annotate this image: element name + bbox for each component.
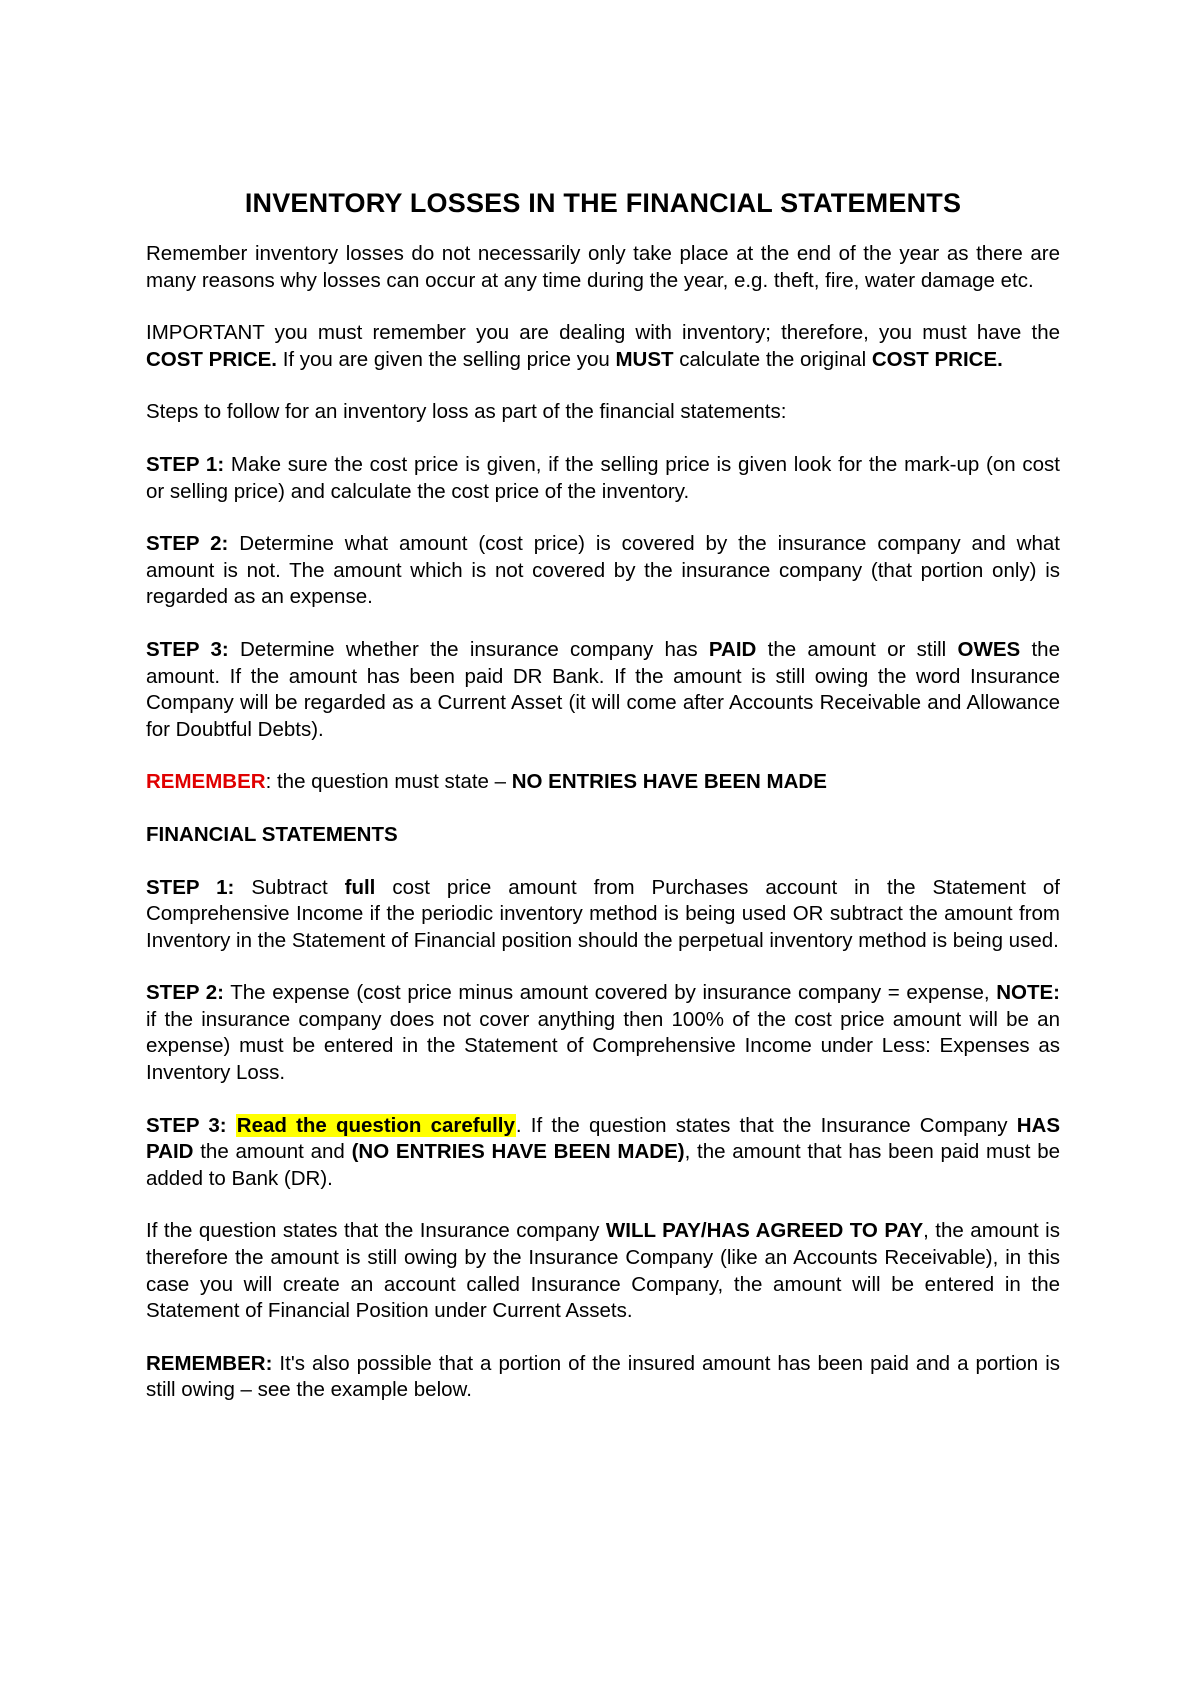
step2-text: Determine what amount (cost price) is covered by the insurance company and what amount is not. The amount which is not covered by the insurance company (that portion only) is regarded as an expense. (146, 532, 1060, 609)
fs-step3-paragraph (146, 1113, 1060, 1193)
fs-step3-highlight: Read the question carefully (236, 1113, 515, 1137)
will-pay-paragraph (146, 1218, 1060, 1324)
step3-text-2: the amount or still (756, 637, 958, 661)
remember-note-1 (146, 769, 1060, 796)
remember-text-1: : the question must state – (265, 770, 512, 794)
will-pay-text-1: If the question states that the Insurance company (146, 1219, 606, 1243)
remember-bold-no-entries: NO ENTRIES HAVE BEEN MADE (511, 770, 827, 794)
fs-step3-label: STEP 3: (146, 1113, 227, 1137)
fs-step2-label: STEP 2: (146, 981, 225, 1005)
remember-note-2 (146, 1351, 1060, 1404)
step3-text-1: Determine whether the insurance company has (228, 637, 709, 661)
financial-statements-heading-text: FINANCIAL STATEMENTS (146, 822, 398, 846)
fs-step1-text-1: Subtract (234, 875, 345, 899)
remember-label-red: REMEMBER (146, 770, 266, 794)
fs-step3-bold-no-entries: (NO ENTRIES HAVE BEEN MADE) (351, 1140, 685, 1164)
fs-step3-text-3: , the amount that has been paid must be added to Bank (DR). (146, 1140, 1060, 1190)
fs-step3-text-1: . If the question states that the Insurance Company (515, 1113, 1017, 1137)
important-bold-cost-price-2: COST PRICE. (871, 347, 1003, 371)
fs-step2-paragraph (146, 980, 1060, 1086)
will-pay-text-2: , the amount is therefore the amount is still owing by the Insurance Company (like an Accounts Receivable), in this case you will create an account called Insurance Company, the amount will be entered in the Statement of Financial Position under Current Assets. (146, 1219, 1060, 1323)
remember2-label: REMEMBER: (146, 1351, 273, 1375)
financial-statements-heading (146, 822, 1060, 849)
fs-step2-text-2: if the insurance company does not cover anything then 100% of the cost price amount will be an expense) must be entered in the Statement of Comprehensive Income under Less: Expenses as Inventory Loss. (146, 1007, 1060, 1085)
important-text-1: IMPORTANT you must remember you are dealing with inventory; therefore, you must have the (146, 321, 1060, 345)
important-bold-must: MUST (615, 347, 674, 371)
step2-paragraph (146, 531, 1060, 611)
fs-step2-text-1: The expense (cost price minus amount covered by insurance company = expense, (224, 981, 997, 1005)
step1-text: Make sure the cost price is given, if the selling price is given look for the mark-up (on cost or selling price) and calculate the cost price of the inventory. (146, 452, 1060, 503)
step3-text-3: the amount. If the amount has been paid DR Bank. If the amount is still owing the word Insurance Company will be regarded as a Current Asset (it will come after Accounts Receivable and Allowance for Doubtful Debts). (146, 637, 1060, 741)
important-bold-cost-price: COST PRICE. (146, 347, 277, 371)
remember2-text: It's also possible that a portion of the insured amount has been paid and a portion is still owing – see the example below. (146, 1351, 1060, 1402)
step2-label: STEP 2: (146, 532, 229, 556)
important-text-3: calculate the original (673, 347, 872, 371)
fs-step1-text-2: cost price amount from Purchases account in the Statement of Comprehensive Income if the periodic inventory method is being used OR subtract the amount from Inventory in the Statement of Financial position should the perpetual inventory method is being used. (146, 875, 1060, 952)
document-title: INVENTORY LOSSES IN THE FINANCIAL STATEMENTS (244, 188, 962, 218)
step3-bold-owes: OWES (957, 637, 1021, 661)
step3-label: STEP 3: (146, 637, 229, 661)
step1-paragraph (146, 452, 1060, 505)
document-page (146, 186, 1060, 1430)
step3-bold-paid: PAID (708, 637, 757, 661)
will-pay-bold: WILL PAY/HAS AGREED TO PAY (605, 1219, 924, 1243)
important-paragraph (146, 320, 1060, 373)
intro-paragraph: Remember inventory losses do not necessarily only take place at the end of the year as there are many reasons why losses can occur at any time during the year, e.g. theft, fire, water damage etc. (146, 242, 1060, 292)
step1-label: STEP 1: (146, 452, 225, 476)
steps-intro-paragraph: Steps to follow for an inventory loss as part of the financial statements: (146, 400, 787, 424)
fs-step1-bold-full: full (344, 875, 376, 899)
fs-step2-bold-note: NOTE: (996, 981, 1060, 1005)
fs-step1-paragraph (146, 875, 1060, 955)
fs-step1-label: STEP 1: (146, 875, 235, 899)
step3-paragraph (146, 637, 1060, 743)
fs-step3-text-2: the amount and (193, 1140, 352, 1164)
fs-step3-bold-has-paid: HAS PAID (146, 1113, 1061, 1164)
important-text-2: If you are given the selling price you (277, 347, 616, 371)
